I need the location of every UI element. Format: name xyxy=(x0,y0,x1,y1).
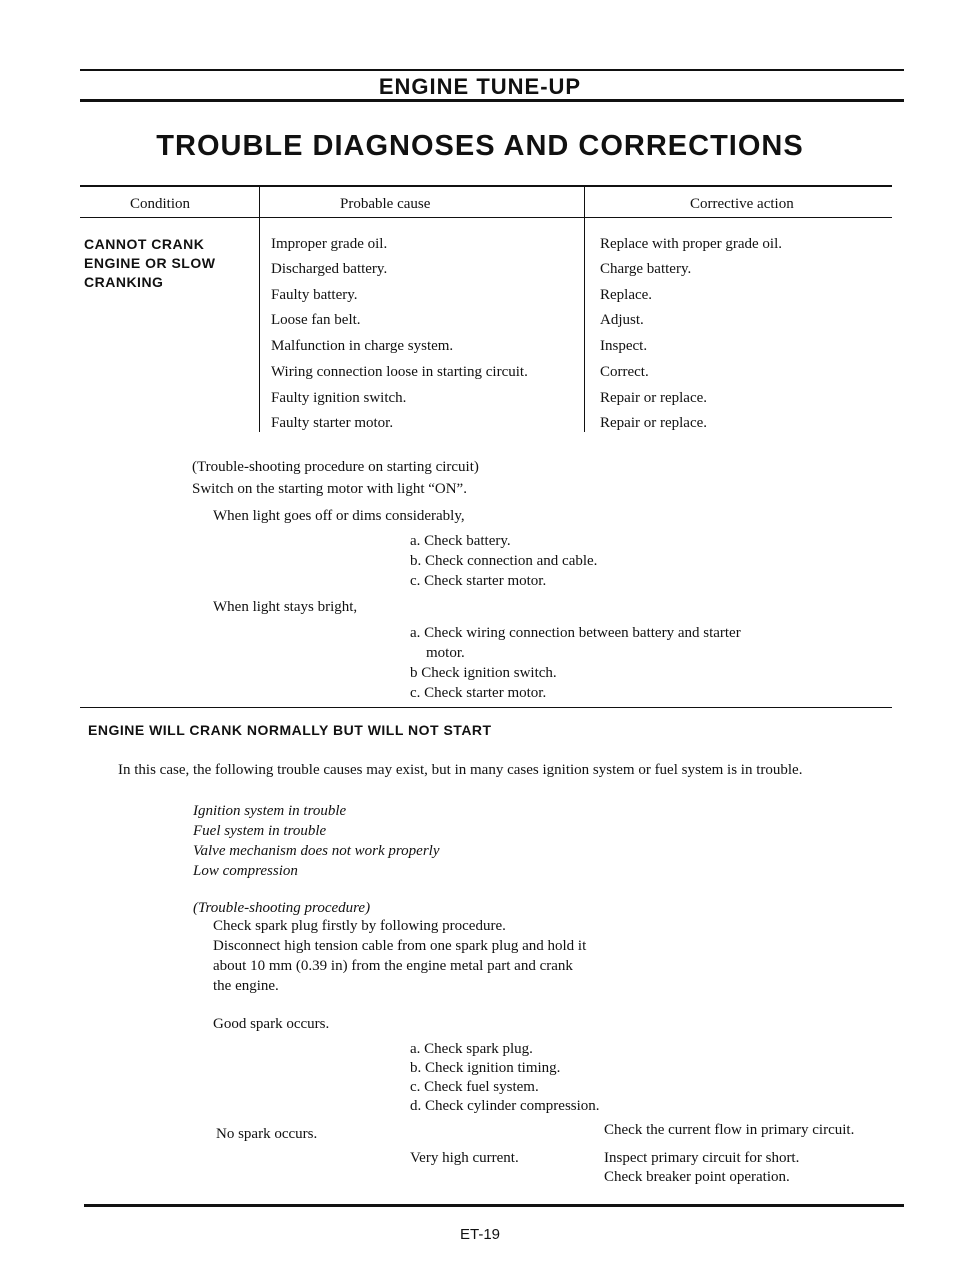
high-current-action: Inspect primary circuit for short. xyxy=(604,1150,800,1166)
starting-procedure-heading: (Trouble-shooting procedure on starting circuit) xyxy=(192,459,479,475)
condition-line: CRANKING xyxy=(84,274,164,290)
procedure-line: Disconnect high tension cable from one spark plug and hold it xyxy=(213,938,587,954)
cause-cell: Discharged battery. xyxy=(271,261,388,277)
good-spark-step: a. Check spark plug. xyxy=(410,1041,533,1057)
good-spark-step: d. Check cylinder compression. xyxy=(410,1098,600,1114)
action-cell: Correct. xyxy=(600,364,649,380)
table-header-rule xyxy=(80,217,892,218)
cause-cell: Faulty starter motor. xyxy=(271,415,394,431)
procedure-line: about 10 mm (0.39 in) from the engine metal part and crank xyxy=(213,958,573,974)
dims-step: c. Check starter motor. xyxy=(410,573,547,589)
good-spark-step: b. Check ignition timing. xyxy=(410,1060,561,1076)
header-rule-bottom xyxy=(80,99,904,102)
high-current-label: Very high current. xyxy=(410,1150,519,1166)
procedure-line: the engine. xyxy=(213,978,279,994)
cause-cell: Improper grade oil. xyxy=(271,236,388,252)
action-cell: Inspect. xyxy=(600,338,648,354)
table-top-rule xyxy=(80,185,892,187)
bright-step: b Check ignition switch. xyxy=(410,665,557,681)
column-divider-1 xyxy=(259,186,260,432)
condition-line: CANNOT CRANK xyxy=(84,236,205,252)
section2-heading: ENGINE WILL CRANK NORMALLY BUT WILL NOT START xyxy=(88,722,492,738)
no-spark-action: Check the current flow in primary circuit. xyxy=(604,1122,855,1138)
dims-step: a. Check battery. xyxy=(410,533,511,549)
condition-line: ENGINE OR SLOW xyxy=(84,255,216,271)
footer-rule xyxy=(84,1204,904,1207)
cause-item: Low compression xyxy=(193,863,298,879)
starting-procedure-instruction: Switch on the starting motor with light “ON”. xyxy=(192,481,467,497)
no-spark-label: No spark occurs. xyxy=(216,1126,318,1142)
cause-cell: Wiring connection loose in starting circuit. xyxy=(271,364,528,380)
bright-step: motor. xyxy=(426,645,465,661)
high-current-action: Check breaker point operation. xyxy=(604,1169,790,1185)
action-cell: Replace. xyxy=(600,287,653,303)
bright-step: a. Check wiring connection between battery and starter xyxy=(410,625,741,641)
section-header: ENGINE TUNE-UP xyxy=(378,74,582,99)
header-rule-top xyxy=(80,69,904,71)
procedure-heading: (Trouble-shooting procedure) xyxy=(193,900,371,916)
col-header-cause: Probable cause xyxy=(340,196,431,212)
action-cell: Repair or replace. xyxy=(600,415,708,431)
procedure-line: Check spark plug firstly by following procedure. xyxy=(213,918,506,934)
column-divider-2 xyxy=(584,186,585,432)
section-divider xyxy=(80,707,892,708)
col-header-condition: Condition xyxy=(130,196,191,212)
bright-step: c. Check starter motor. xyxy=(410,685,547,701)
dims-label: When light goes off or dims considerably, xyxy=(213,508,465,524)
cause-cell: Loose fan belt. xyxy=(271,312,361,328)
action-cell: Adjust. xyxy=(600,312,644,328)
cause-cell: Malfunction in charge system. xyxy=(271,338,454,354)
cause-item: Valve mechanism does not work properly xyxy=(193,843,440,859)
cause-cell: Faulty battery. xyxy=(271,287,358,303)
dims-step: b. Check connection and cable. xyxy=(410,553,598,569)
action-cell: Replace with proper grade oil. xyxy=(600,236,783,252)
col-header-action: Corrective action xyxy=(690,196,794,212)
action-cell: Charge battery. xyxy=(600,261,692,277)
page-number: ET-19 xyxy=(459,1226,501,1243)
page-title: TROUBLE DIAGNOSES AND CORRECTIONS xyxy=(156,130,804,162)
section2-intro: In this case, the following trouble causes may exist, but in many cases ignition system or fuel system is in trouble. xyxy=(118,762,803,778)
cause-cell: Faulty ignition switch. xyxy=(271,390,407,406)
good-spark-label: Good spark occurs. xyxy=(213,1016,330,1032)
action-cell: Repair or replace. xyxy=(600,390,708,406)
cause-item: Fuel system in trouble xyxy=(193,823,327,839)
cause-item: Ignition system in trouble xyxy=(193,803,347,819)
good-spark-step: c. Check fuel system. xyxy=(410,1079,539,1095)
bright-label: When light stays bright, xyxy=(213,599,358,615)
